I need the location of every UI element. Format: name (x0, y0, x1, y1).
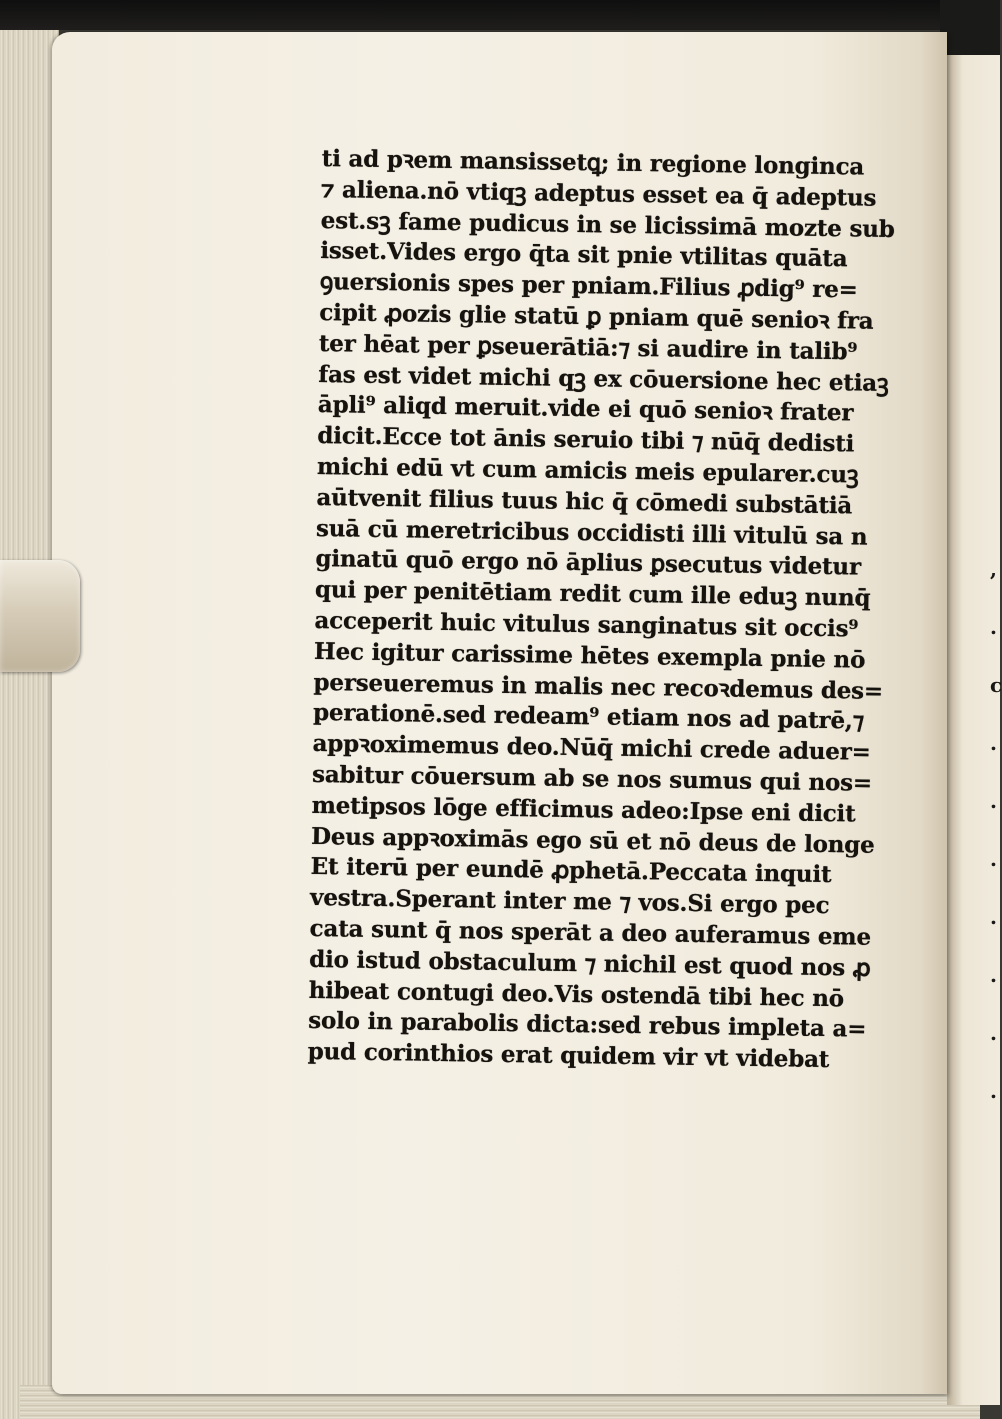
text-line: perationē.sed redeam⁹ etiam nos ad patrē,⁊ (312, 699, 865, 735)
text-line: ti ad pꝛem mansissetꝗ; in regione longinca (321, 144, 865, 181)
text-line: perseueremus in malis nec recoꝛdemus des= (313, 668, 884, 705)
text-line: Hec igitur carissime hētes exempla pnie nō (313, 637, 866, 674)
book-page (52, 32, 947, 1394)
text-line: qui per penitētiam redit cum ille eduꝫ nunq̄ (314, 576, 871, 612)
text-line: fas est videt michi qꝫ ex cōuersione hec etiaꝫ (318, 360, 889, 397)
text-line: dio istud obstaculum ⁊ nichil est quod nos ꝓ (308, 945, 871, 982)
page-clasp (0, 560, 80, 672)
text-line: hibeat contugi deo.Vis ostendā tibi hec nō (308, 976, 845, 1012)
text-line: sabitur cōuersum ab se nos sumus qui nos= (311, 760, 873, 797)
text-line: dicit.Ecce tot ānis seruio tibi ⁊ nūq̄ dedisti (317, 422, 855, 458)
facing-page-glyphs: , . c . . . . . . . (990, 557, 1002, 1103)
page-stack-left (0, 30, 59, 1419)
printed-text-block (307, 144, 941, 1078)
text-line: appꝛoximemus deo.Nūq̄ michi crede aduer= (312, 730, 871, 766)
text-line: Deus appꝛoximās ego sū et nō deus de longe (310, 822, 875, 859)
text-line: metipsos lōge efficimus adeo:Ipse eni dicit (311, 791, 856, 828)
text-line: solo in parabolis dicta:sed rebus impleta a= (308, 1007, 867, 1043)
text-line: aūtvenit filius tuus hic q̄ cōmedi substātiā (316, 483, 853, 520)
text-line: Et iterū per eundē ꝓphetā.Peccata inquit (310, 853, 832, 889)
text-line: est.sꝫ fame pudicus in se licissimā mozte sub (320, 206, 895, 243)
text-line: ꝯuersionis spes per pniam.Filius ꝓdig⁹ re= (319, 268, 858, 304)
text-line: cipit ꝓozis glie statū ꝑ pniam quē senioꝛ fra (319, 298, 874, 335)
text-line: suā cū meretricibus occidisti illi vitulū sa n (315, 514, 868, 551)
text-line: ⁊ aliena.nō vtiqꝫ adeptus esset ea q̄ adeptus (321, 175, 877, 212)
text-line: michi edū vt cum amicis meis epularer.cuꝫ (316, 452, 859, 489)
text-line: āpli⁹ aliqd meruit.vide ei quō senioꝛ frater (317, 391, 854, 427)
book-top-edge (0, 0, 1000, 30)
text-line: ginatū quō ergo nō āplius ꝑsecutus videtur (315, 545, 862, 581)
text-line: cata sunt q̄ nos sperāt a deo auferamus eme (309, 914, 872, 951)
text-line: acceperit huic vitulus sanginatus sit occis⁹ (314, 606, 859, 643)
text-line: isset.Vides ergo q̄ta sit pnie vtilitas quāta (320, 237, 848, 273)
text-line: ter hēat per ꝑseuerātiā:⁊ si audire in talib⁹ (318, 329, 858, 366)
text-line: vestra.Sperant inter me ⁊ vos.Si ergo pec (309, 884, 830, 920)
text-line: pud corinthios erat quidem vir vt videbat (307, 1037, 830, 1074)
